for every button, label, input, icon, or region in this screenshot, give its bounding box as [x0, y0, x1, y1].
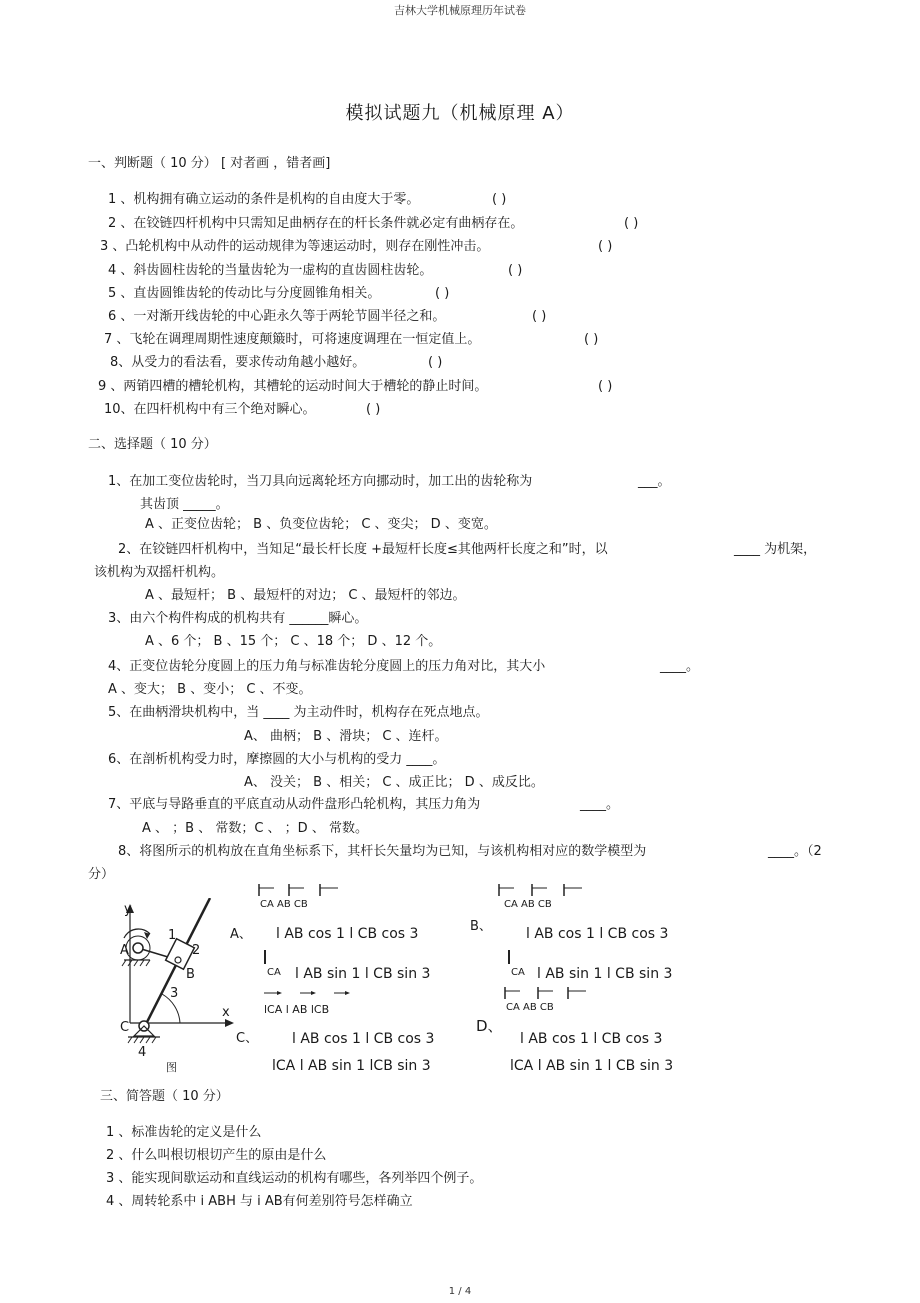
- choice-q3-options: A 、6 个； B 、15 个； C 、18 个； D 、12 个。: [145, 634, 442, 649]
- option-b-vector-labels: CA AB CB: [504, 899, 552, 910]
- option-d-line1: l AB cos 1 l CB cos 3: [520, 1031, 663, 1047]
- option-b-line1: l AB cos 1 l CB cos 3: [526, 926, 669, 942]
- fig-label-y: y: [124, 902, 132, 917]
- choice-q2-options: A 、最短杆； B 、最短杆的对边； C 、最短杆的邻边。: [145, 588, 466, 603]
- choice-q1: 1、在加工变位齿轮时，当刀具向远离轮坯方向挪动时，加工出的齿轮称为: [108, 474, 533, 489]
- fig-label-x: x: [222, 1005, 230, 1020]
- option-a-vector-labels: CA AB CB: [260, 899, 308, 910]
- judge-item-6: 6 、一对渐开线齿轮的中心距永久等于两轮节圆半径之和。: [108, 309, 446, 324]
- judge-paren-8: ( ): [428, 355, 443, 370]
- judge-item-8: 8、从受力的看法看，要求传动角越小越好。: [110, 355, 366, 370]
- option-d-vector-labels: CA AB CB: [506, 1002, 554, 1013]
- vector-arrows-c: [262, 990, 362, 996]
- mechanism-figure: [110, 898, 250, 1048]
- judge-paren-7: ( ): [584, 332, 599, 347]
- fig-label-c: C: [120, 1020, 130, 1035]
- section2-heading: 二、选择题（ 10 分）: [88, 437, 217, 452]
- option-a-vector-mark: [263, 950, 267, 964]
- choice-q7-blank: ____。: [580, 797, 620, 812]
- short-answer-1: 1 、标准齿轮的定义是什么: [106, 1125, 262, 1140]
- judge-paren-6: ( ): [532, 309, 547, 324]
- choice-q2: 2、在铰链四杆机构中，当知足“最长杆长度 +最短杆长度≤其他两杆长度之和”时，以: [118, 542, 608, 557]
- option-b-line2: l AB sin 1 l CB sin 3: [537, 966, 673, 982]
- judge-paren-2: ( ): [624, 216, 639, 231]
- choice-q7-options: A 、 ；B 、 常数；C 、 ；D 、 常数。: [142, 821, 368, 836]
- section3-heading: 三、简答题（ 10 分）: [100, 1089, 229, 1104]
- option-a-line2-ca: CA: [267, 967, 281, 978]
- fig-label-2: 2: [192, 943, 201, 958]
- vector-arrows-a: [258, 883, 358, 897]
- choice-q1-options: A 、正变位齿轮； B 、负变位齿轮； C 、变尖； D 、变宽。: [145, 517, 497, 532]
- judge-paren-4: ( ): [508, 263, 523, 278]
- short-answer-2: 2 、什么叫根切根切产生的原由是什么: [106, 1148, 327, 1163]
- choice-q1-blank: ___。: [638, 474, 671, 489]
- judge-item-7: 7 、飞轮在调理周期性速度颠簸时，可将速度调理在一恒定值上。: [104, 332, 481, 347]
- vector-arrows-b: [498, 883, 598, 897]
- choice-q4-options: A 、变大； B 、变小； C 、不变。: [108, 682, 312, 697]
- judge-paren-1: ( ): [492, 192, 507, 207]
- judge-paren-10: ( ): [366, 402, 381, 417]
- option-b-label: B、: [470, 919, 492, 934]
- option-b-vector-mark: [507, 950, 511, 964]
- option-c-line2: lCA l AB sin 1 lCB sin 3: [272, 1058, 431, 1074]
- choice-q5-options: A、 曲柄； B 、滑块； C 、连杆。: [244, 729, 448, 744]
- option-c-vector-labels: lCA l AB lCB: [264, 1003, 330, 1016]
- option-a-line1: l AB cos 1 l CB cos 3: [276, 926, 419, 942]
- short-answer-3: 3 、能实现间歇运动和直线运动的机构有哪些，各列举四个例子。: [106, 1171, 483, 1186]
- judge-paren-5: ( ): [435, 286, 450, 301]
- choice-q8: 8、将图所示的机构放在直角坐标系下，其杆长矢量均为已知，与该机构相对应的数学模型为: [118, 844, 647, 859]
- fig-label-4: 4: [138, 1045, 147, 1060]
- choice-q6-options: A、 没关； B 、相关； C 、成正比； D 、成反比。: [244, 775, 544, 790]
- option-d-line2: lCA l AB sin 1 l CB sin 3: [510, 1058, 674, 1074]
- option-a-label: A、: [230, 927, 252, 942]
- judge-item-10: 10、在四杆机构中有三个绝对瞬心。: [104, 402, 316, 417]
- choice-q2-b: 该机构为双摇杆机构。: [94, 565, 225, 580]
- choice-q6: 6、在剖析机构受力时，摩擦圆的大小与机构的受力 ____。: [108, 752, 446, 767]
- choice-q3: 3、由六个构件构成的机构共有 ______瞬心。: [108, 611, 368, 626]
- option-a-line2: l AB sin 1 l CB sin 3: [295, 966, 431, 982]
- judge-item-2: 2 、在铰链四杆机构中只需知足曲柄存在的杆长条件就必定有曲柄存在。: [108, 216, 524, 231]
- choice-q1-b: 其齿顶 _____。: [140, 497, 229, 512]
- fig-label-a: A: [120, 943, 129, 958]
- fig-caption: 图: [166, 1061, 177, 1074]
- vector-arrows-d: [504, 986, 604, 1000]
- page-header: 吉林大学机械原理历年试卷: [394, 4, 526, 17]
- choice-q8-blank: ____。（2: [768, 844, 822, 859]
- judge-item-4: 4 、斜齿圆柱齿轮的当量齿轮为一虚构的直齿圆柱齿轮。: [108, 263, 433, 278]
- judge-paren-9: ( ): [598, 379, 613, 394]
- fig-label-b: B: [186, 967, 195, 982]
- section1-heading: 一、判断题（ 10 分） [ 对者画 ，错者画]: [88, 156, 331, 171]
- fig-label-1: 1: [168, 928, 177, 943]
- option-b-line2-ca: CA: [511, 967, 525, 978]
- short-answer-4: 4 、周转轮系中 i ABH 与 i AB有何差别符号怎样确立: [106, 1194, 413, 1209]
- option-c-line1: l AB cos 1 l CB cos 3: [292, 1031, 435, 1047]
- choice-q2-blank: ____ 为机架，: [734, 542, 817, 557]
- choice-q4-blank: ____。: [660, 659, 700, 674]
- judge-item-5: 5 、直齿圆锥齿轮的传动比与分度圆锥角相关。: [108, 286, 381, 301]
- choice-q7: 7、平底与导路垂直的平底直动从动件盘形凸轮机构，其压力角为: [108, 797, 481, 812]
- option-d-label: D、: [476, 1017, 503, 1035]
- choice-q5: 5、在曲柄滑块机构中，当 ____ 为主动件时，机构存在死点地点。: [108, 705, 489, 720]
- judge-item-3: 3 、凸轮机构中从动件的运动规律为等速运动时，则存在刚性冲击。: [100, 239, 490, 254]
- option-c-label: C、: [236, 1031, 259, 1046]
- choice-q4: 4、正变位齿轮分度圆上的压力角与标准齿轮分度圆上的压力角对比，其大小: [108, 659, 546, 674]
- judge-item-9: 9 、两销四槽的槽轮机构，其槽轮的运动时间大于槽轮的静止时间。: [98, 379, 488, 394]
- choice-q8-b: 分）: [88, 867, 115, 882]
- judge-paren-3: ( ): [598, 239, 613, 254]
- fig-label-3: 3: [170, 986, 179, 1001]
- exam-title: 模拟试题九（机械原理 A）: [345, 103, 575, 124]
- judge-item-1: 1 、机构拥有确立运动的条件是机构的自由度大于零。: [108, 192, 420, 207]
- page-number: 1 / 4: [448, 1286, 472, 1297]
